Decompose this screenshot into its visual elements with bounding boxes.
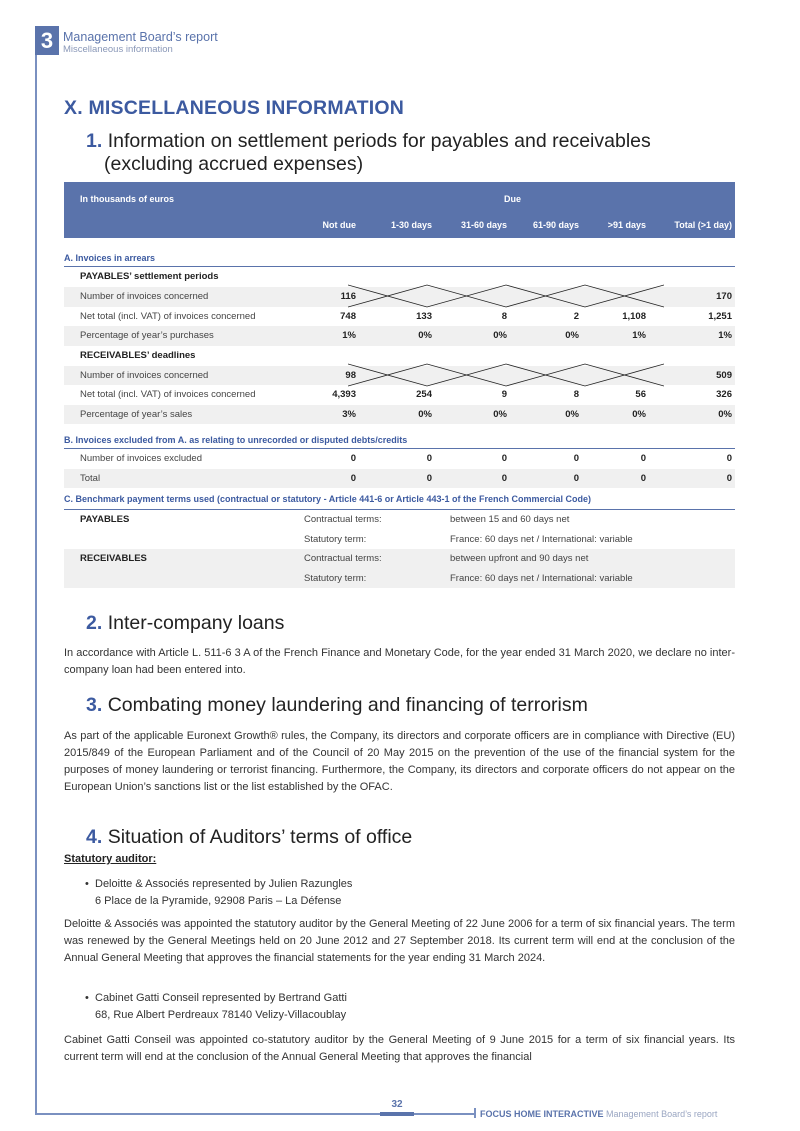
section-4-heading bbox=[86, 826, 412, 849]
page-frame-tick bbox=[474, 1108, 476, 1118]
section-title: Information on settlement periods for payables and receivables bbox=[107, 130, 651, 152]
receivables-subtitle: RECEIVABLES’ deadlines bbox=[80, 349, 196, 361]
cell: 9 bbox=[501, 389, 507, 400]
column-header: 1-30 days bbox=[390, 220, 432, 230]
party-label: PAYABLES bbox=[80, 514, 130, 525]
auditor-2-name: Cabinet Gatti Conseil represented by Bertrand Gatti bbox=[95, 992, 347, 1004]
cell: 1,108 bbox=[622, 310, 646, 322]
bullet-icon: • bbox=[85, 878, 89, 890]
cell: 0 bbox=[350, 472, 356, 484]
auditor-2-bullet bbox=[86, 990, 347, 1024]
section-2-heading bbox=[86, 612, 284, 635]
company-name: FOCUS HOME INTERACTIVE bbox=[480, 1109, 604, 1119]
cell: 170 bbox=[716, 291, 732, 302]
column-header: 61-90 days bbox=[532, 220, 579, 230]
settlement-periods-table bbox=[64, 182, 735, 588]
section-title: Combating money laundering and financing of terrorism bbox=[107, 694, 588, 716]
term-label: Contractual terms: bbox=[304, 514, 382, 525]
cell: 0% bbox=[718, 408, 732, 420]
term-value: France: 60 days net / International: variable bbox=[450, 572, 633, 584]
cell: 116 bbox=[340, 291, 356, 302]
auditor-2-paragraph: Cabinet Gatti Conseil was appointed co-statutory auditor by the General Meeting of 9 June 2015 for a term of six financial years. Its current term will end at the conclusion of the Annual General Meeting that approves the financial bbox=[64, 1034, 735, 1063]
column-header: 31-60 days bbox=[460, 220, 507, 230]
cell: 0% bbox=[565, 408, 579, 420]
cell: 254 bbox=[416, 389, 432, 400]
cell: 3% bbox=[342, 408, 356, 420]
table-row bbox=[64, 469, 735, 489]
cell: 0% bbox=[632, 408, 646, 420]
cell: 2 bbox=[573, 310, 579, 322]
row-label: Percentage of year’s purchases bbox=[80, 330, 214, 341]
term-value: between 15 and 60 days net bbox=[450, 514, 570, 525]
row-label: Total bbox=[80, 472, 101, 484]
cell: 0 bbox=[726, 453, 732, 464]
chapter-number-badge: 3 bbox=[35, 26, 59, 55]
table-row bbox=[64, 326, 735, 346]
page-frame-left-rule bbox=[35, 30, 37, 1114]
cell: 0 bbox=[426, 453, 432, 464]
cell: 0 bbox=[726, 472, 732, 484]
section-number: 2. bbox=[86, 612, 103, 634]
cell: 748 bbox=[340, 310, 356, 322]
section-number: 3. bbox=[86, 694, 103, 716]
auditor-1-name: Deloitte & Associés represented by Julien Razungles bbox=[95, 878, 353, 890]
column-header: Not due bbox=[322, 220, 356, 230]
column-header: Total (>1 day) bbox=[674, 220, 732, 230]
running-header-subtitle: Miscellaneous information bbox=[63, 44, 173, 55]
statutory-auditor-title: Statutory auditor: bbox=[64, 853, 157, 865]
term-value: France: 60 days net / International: variable bbox=[450, 533, 633, 545]
payables-subtitle: PAYABLES’ settlement periods bbox=[80, 271, 219, 282]
cell: 509 bbox=[716, 369, 732, 381]
table-row bbox=[64, 307, 735, 327]
cell: 8 bbox=[501, 310, 507, 322]
section-title: Situation of Auditors’ terms of office bbox=[107, 826, 413, 848]
cell: 56 bbox=[635, 389, 646, 400]
row-label: Number of invoices excluded bbox=[80, 453, 202, 464]
running-header-title: Management Board’s report bbox=[63, 30, 218, 44]
cell: 133 bbox=[416, 310, 432, 322]
term-label: Contractual terms: bbox=[304, 553, 382, 564]
page-number-bar bbox=[380, 1112, 414, 1116]
cell: 0% bbox=[493, 408, 507, 420]
table-row bbox=[64, 287, 735, 307]
due-label: Due bbox=[504, 194, 522, 204]
page-title: X. MISCELLANEOUS INFORMATION bbox=[64, 97, 404, 119]
unit-label: In thousands of euros bbox=[80, 194, 175, 204]
cell: 8 bbox=[573, 389, 579, 400]
table-row bbox=[64, 366, 735, 386]
cell: 0 bbox=[573, 472, 579, 484]
terms-row bbox=[64, 530, 735, 550]
cell: 4,393 bbox=[332, 389, 356, 400]
cell: 0 bbox=[573, 453, 579, 464]
cell: 326 bbox=[716, 389, 732, 400]
cell: 0% bbox=[493, 330, 507, 341]
section-1-heading bbox=[86, 130, 651, 176]
auditor-1-bullet bbox=[86, 876, 352, 910]
term-label: Statutory term: bbox=[304, 533, 367, 545]
cell: 1% bbox=[342, 330, 356, 341]
section-3-heading bbox=[86, 694, 588, 717]
cell: 0% bbox=[565, 330, 579, 341]
cell: 1% bbox=[632, 330, 646, 341]
column-header: >91 days bbox=[607, 220, 646, 230]
term-label: Statutory term: bbox=[304, 572, 367, 584]
section-b-label: B. Invoices excluded from A. as relating to unrecorded or disputed debts/credits bbox=[64, 429, 735, 449]
bullet-icon: • bbox=[85, 992, 89, 1004]
cell: 0 bbox=[426, 472, 432, 484]
cell: 98 bbox=[345, 369, 356, 381]
loans-paragraph: In accordance with Article L. 511-6 3 A of the French Finance and Monetary Code, for the year ended 31 March 2020, we declare no inter-company loan had been entered into. bbox=[64, 647, 735, 676]
footer-brand bbox=[480, 1109, 717, 1119]
auditor-1-address: 6 Place de la Pyramide, 92908 Paris – La Défense bbox=[95, 895, 342, 907]
aml-paragraph: As part of the applicable Euronext Growth® rules, the Company, its directors and corporate officers are in compliance with Directive (EU) 2015/849 of the European Parliament and of the Council of 20 May 2015 on the prevention of the use of the financial system for the purposes of money laundering or terrorist financing. Furthermore, the Company, its directors and corporate officers do not appear on the European Union’s sanctions list or the list established by the OFAC. bbox=[64, 730, 735, 793]
section-number: 4. bbox=[86, 826, 103, 848]
cell: 0 bbox=[640, 472, 646, 484]
cell: 0 bbox=[501, 472, 507, 484]
row-label: Net total (incl. VAT) of invoices concerned bbox=[80, 389, 256, 400]
terms-row bbox=[64, 569, 735, 589]
cell: 0 bbox=[350, 453, 356, 464]
cell: 0 bbox=[640, 453, 646, 464]
terms-row bbox=[64, 510, 735, 530]
section-a-label: A. Invoices in arrears bbox=[64, 247, 735, 267]
cell: 1% bbox=[718, 330, 732, 341]
auditor-1-paragraph: Deloitte & Associés was appointed the statutory auditor by the General Meeting of 22 June 2006 for a term of six financial years. The term was renewed by the General Meetings held on 20 June 2012 and 27 September 2018. Its current term will end at the conclusion of the Annual General Meeting that approves the financial statements for the year ending 31 March 2024. bbox=[64, 918, 735, 964]
table-row bbox=[64, 405, 735, 425]
row-label: Percentage of year’s sales bbox=[80, 408, 193, 420]
row-label: Net total (incl. VAT) of invoices concerned bbox=[80, 310, 256, 322]
terms-row bbox=[64, 549, 735, 569]
cell: 0% bbox=[418, 408, 432, 420]
auditor-2-address: 68, Rue Albert Perdreaux 78140 Velizy-Villacoublay bbox=[95, 1009, 347, 1021]
page-number: 32 bbox=[391, 1099, 403, 1110]
table-header bbox=[64, 182, 735, 238]
cell: 0 bbox=[501, 453, 507, 464]
party-label: RECEIVABLES bbox=[80, 553, 147, 564]
cell: 1,251 bbox=[708, 310, 732, 322]
term-value: between upfront and 90 days net bbox=[450, 553, 589, 564]
table-row bbox=[64, 449, 735, 469]
row-label: Number of invoices concerned bbox=[80, 369, 209, 381]
report-name: Management Board’s report bbox=[606, 1109, 718, 1119]
cell: 0% bbox=[418, 330, 432, 341]
table-row bbox=[64, 385, 735, 405]
section-number: 1. bbox=[86, 130, 103, 152]
section-c-label: C. Benchmark payment terms used (contractual or statutory - Article 441-6 or Article 443-1 of the French Commercial Code) bbox=[64, 488, 735, 510]
section-title: Inter-company loans bbox=[107, 612, 285, 634]
section-title-cont: (excluding accrued expenses) bbox=[104, 153, 364, 175]
row-label: Number of invoices concerned bbox=[80, 291, 209, 302]
